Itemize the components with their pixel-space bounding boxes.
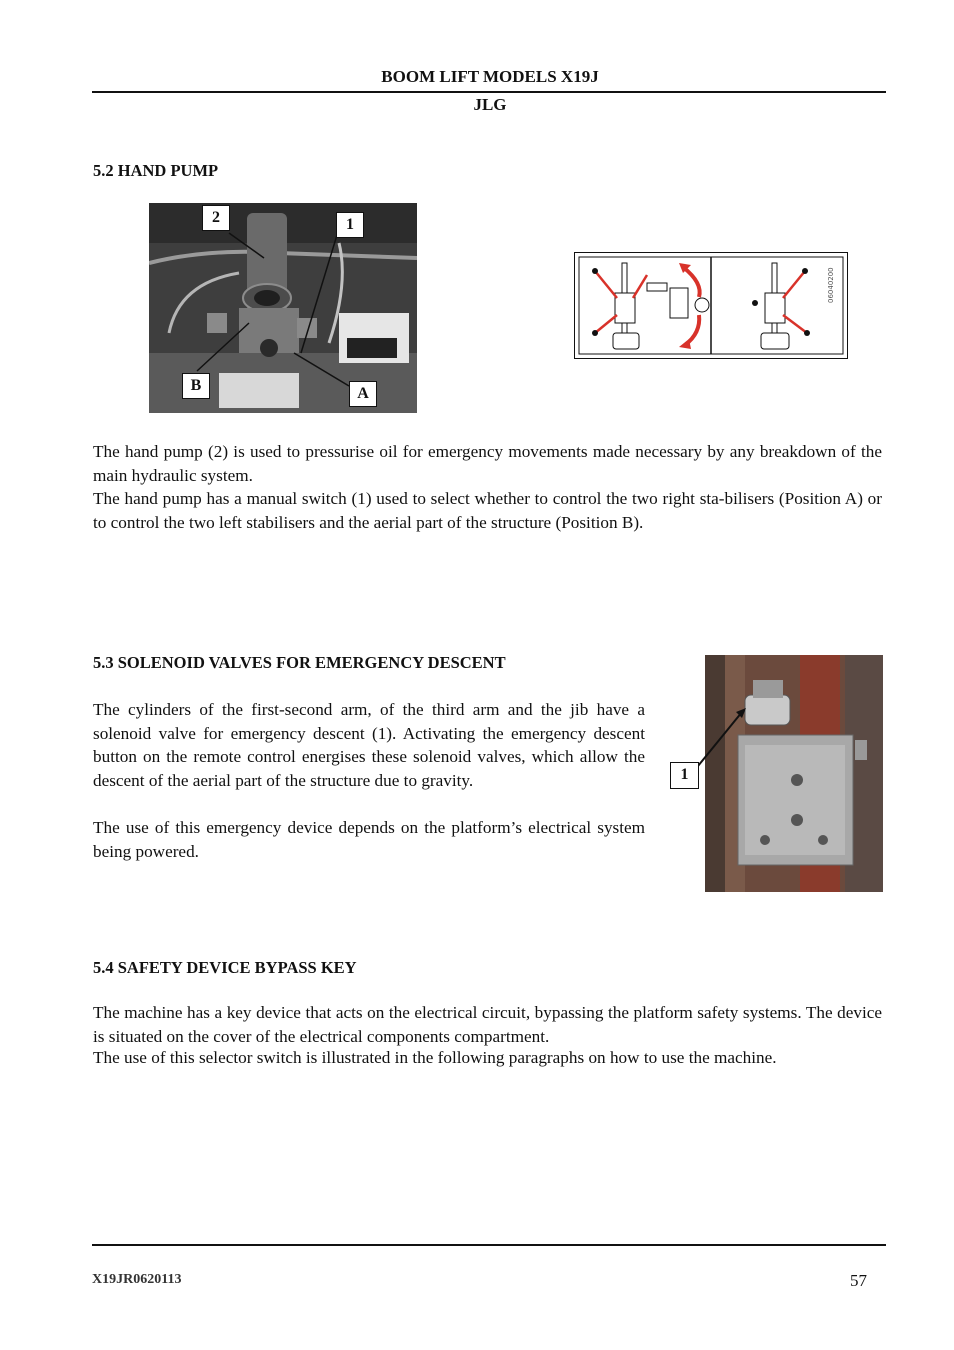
- solenoid-paragraph-1: The cylinders of the first-second arm, of the third arm and the jib have a solenoid valve for emergency descent (1). Activating the emergency descent button on the remote control energises these solenoid valves, which allow the descent of the aerial part of the structure due to gravity.: [93, 700, 645, 790]
- position-decal: [574, 252, 848, 359]
- footer-rule: [92, 1244, 886, 1246]
- hand-pump-photo: [149, 203, 417, 413]
- header-rule: [92, 91, 886, 93]
- footer-doc-code: X19JR0620113: [92, 1272, 182, 1287]
- solenoid-paragraph-2: The use of this emergency device depends on the platform’s electrical system being powered.: [93, 818, 645, 861]
- hand-pump-paragraph-1: The hand pump (2) is used to pressurise oil for emergency movements made necessary by any breakdown of the main hydraulic system.: [93, 442, 882, 485]
- callout-a: A: [349, 381, 377, 407]
- stabiliser-position-diagram: [575, 253, 847, 358]
- page-number: 57: [850, 1271, 867, 1290]
- solenoid-callout-1: 1: [670, 762, 699, 789]
- header-brand: JLG: [473, 95, 507, 114]
- decal-code: 06040200: [827, 267, 835, 303]
- section-heading-bypass: 5.4 SAFETY DEVICE BYPASS KEY: [93, 958, 357, 977]
- section-heading-hand-pump: 5.2 HAND PUMP: [93, 161, 219, 180]
- callout-b: B: [182, 373, 210, 399]
- section-heading-solenoid: 5.3 SOLENOID VALVES FOR EMERGENCY DESCENT: [93, 653, 506, 672]
- bypass-paragraph-2: The use of this selector switch is illustrated in the following paragraphs on how to use the machine.: [93, 1048, 777, 1067]
- callout-2: 2: [202, 205, 230, 231]
- header-title: BOOM LIFT MODELS X19J: [381, 67, 599, 86]
- bypass-paragraph-1: The machine has a key device that acts on the electrical circuit, bypassing the platform safety systems. The device is situated on the cover of the electrical components compartment.: [93, 1003, 882, 1046]
- hand-pump-paragraph-2: The hand pump has a manual switch (1) used to select whether to control the two right sta-bilisers (Position A) or to control the two left stabilisers and the aerial part of the structure (Position B).: [93, 489, 882, 532]
- callout-1: 1: [336, 212, 364, 238]
- solenoid-leader-line: [690, 690, 760, 780]
